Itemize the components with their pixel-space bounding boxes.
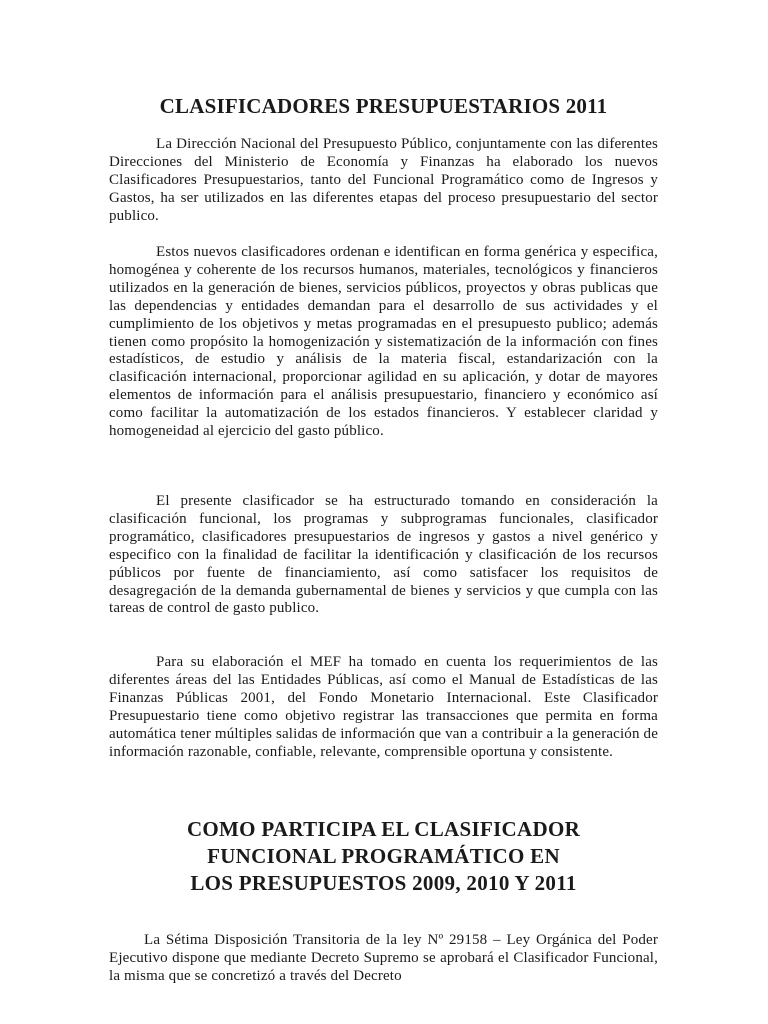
section-heading [109,816,658,897]
paragraph-3: El presente clasificador se ha estructurado tomando en consideración la clasificación funcional, los programas y subprogramas funcionales, clasificador programático, clasificadores presupuestarios de ingresos y gastos a nivel genérico y especifico con la finalidad de facilitar la identificación y clasificación de los recursos públicos por fuente de financiamiento, así como satisfacer los requisitos de desagregación de la demanda gubernamental de bienes y servicios y que cumpla con las tareas de control de gasto publico. [109,493,658,617]
paragraph-2: Estos nuevos clasificadores ordenan e identifican en forma genérica y especifica, homogénea y coherente de los recursos humanos, materiales, tecnológicos y financieros utilizados en la generación de bienes, servicios públicos, proyectos y obras publicas que las dependencias y entidades demandan para el desarrollo de sus actividades y el cumplimiento de los objetivos y metas programadas en el presupuesto publico; además tienen como propósito la homogenización y sistematización de la información con fines estadísticos, de estudio y análisis de la materia fiscal, estandarización con la clasificación internacional, proporcionar agilidad en su aplicación, y dotar de mayores elementos de información para el análisis presupuestario, financiero y económico así como facilitar la automatización de los estados financieros. Y establecer claridad y homogeneidad al ejercicio del gasto público. [109,244,658,440]
paragraph-1: La Dirección Nacional del Presupuesto Público, conjuntamente con las diferentes Direcciones del Ministerio de Economía y Finanzas ha elaborado los nuevos Clasificadores Presupuestarios, tanto del Funcional Programático como de Ingresos y Gastos, ha ser utilizados en las diferentes etapas del proceso presupuestario del sector publico. [109,136,658,224]
section-heading-line-1: COMO PARTICIPA EL CLASIFICADOR [186,817,581,841]
paragraph-4: Para su elaboración el MEF ha tomado en cuenta los requerimientos de las diferentes áreas del las Entidades Públicas, así como el Manual de Estadísticas de las Finanzas Públicas 2001, del Fondo Monetario Internacional. Este Clasificador Presupuestario tiene como objetivo registrar las transacciones que permita en forma automática tener múltiples salidas de información que van a contribuir a la generación de información razonable, confiable, relevante, comprensible oportuna y consistente. [109,654,658,760]
section-heading-line-2: FUNCIONAL PROGRAMÁTICO EN [207,844,560,868]
section-heading-line-3: LOS PRESUPUESTOS 2009, 2010 Y 2011 [190,871,577,895]
paragraph-5: La Sétima Disposición Transitoria de la ley Nº 29158 – Ley Orgánica del Poder Ejecutivo dispone que mediante Decreto Supremo se aprobará el Clasificador Funcional, la misma que se concretizó a través del Decreto [109,932,658,984]
document-title: CLASIFICADORES PRESUPUESTARIOS 2011 [159,94,608,118]
